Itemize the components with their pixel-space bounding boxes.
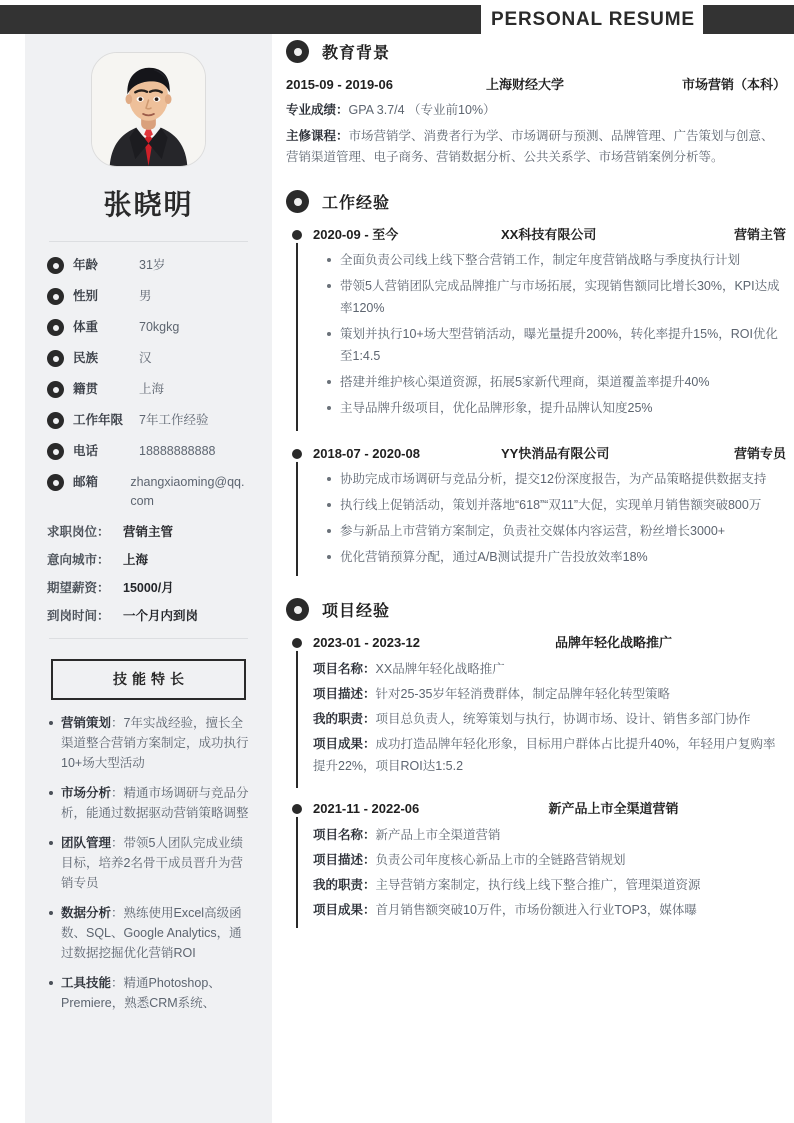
list-item	[327, 249, 786, 271]
timeline-line	[296, 810, 298, 928]
skill-text	[61, 903, 250, 963]
info-value: 男	[139, 289, 152, 303]
page-title: PERSONAL RESUME	[491, 9, 695, 30]
list-item	[327, 546, 786, 568]
project-entry	[286, 632, 786, 784]
project-duty-label: 我的职责：	[313, 878, 376, 892]
intent-label: 求职岗位：	[47, 525, 110, 539]
info-value: 上海	[139, 382, 165, 396]
info-value: 汉	[139, 351, 152, 365]
project-duty-line	[313, 874, 786, 896]
project-desc-label: 项目描述：	[313, 687, 376, 701]
phone-icon	[47, 443, 64, 460]
work-title: 营销主管	[733, 227, 786, 242]
section-education	[286, 40, 786, 168]
project-entry-header	[313, 798, 786, 817]
intent-value: 营销主管	[123, 525, 174, 539]
section-header	[286, 40, 786, 63]
work-duty-list	[313, 249, 786, 419]
education-row	[286, 74, 786, 93]
project-name-line	[313, 658, 786, 680]
project-result-line	[313, 899, 786, 921]
work-duty-list	[313, 468, 786, 568]
project-duty-value: 主导营销方案制定，执行线上线下整合推广，管理渠道资源	[375, 878, 701, 892]
project-duty-line	[313, 708, 786, 730]
courses-value: 市场营销学、消费者行为学、市场调研与预测、品牌管理、广告策划与创意、营销渠道管理、电子商务、营销数据分析、公共关系学、市场营销案例分析等。	[286, 129, 774, 164]
section-header	[286, 190, 786, 213]
info-row-phone	[47, 442, 250, 462]
bullet-dot-icon	[327, 332, 331, 336]
candidate-name: 张晓明	[103, 189, 194, 220]
bullet-dot-icon	[49, 841, 53, 845]
info-label: 邮箱	[73, 475, 99, 489]
duty-text: 主导品牌升级项目，优化品牌形象，提升品牌认知度25%	[340, 401, 653, 415]
project-desc-value: 针对25-35岁年轻消费群体，制定品牌年轻化转型策略	[375, 687, 670, 701]
section-title: 教育背景	[322, 45, 391, 62]
skill-desc: ：熟练使用Excel高级函数、SQL、Google Analytics，通过数据挖掘优化营销ROI	[61, 906, 242, 960]
info-label: 工作年限	[73, 413, 124, 427]
project-duty-label: 我的职责：	[313, 712, 376, 726]
work-timeline	[286, 224, 786, 576]
project-entry-header	[313, 632, 786, 651]
intent-row-city	[47, 551, 250, 570]
section-donut-icon	[286, 598, 309, 621]
project-entry	[286, 798, 786, 928]
skill-name: 营销策划	[61, 716, 112, 730]
skill-name: 数据分析	[61, 906, 112, 920]
bullet-dot-icon	[327, 284, 331, 288]
duty-text: 带领5人营销团队完成品牌推广与市场拓展，实现销售额同比增长30%，KPI达成率120%	[340, 279, 780, 315]
project-desc-value: 负责公司年度核心新品上市的全链路营销规划	[375, 853, 626, 867]
bullet-dot-icon	[49, 981, 53, 985]
info-value: 18888888888	[139, 444, 216, 458]
work-company: YY快消品有限公司	[501, 446, 610, 461]
project-date: 2021-11 - 2022-06	[313, 801, 420, 816]
project-result-label: 项目成果：	[313, 903, 376, 917]
education-school: 上海财经大学	[486, 77, 565, 92]
project-name-value: XX品牌年轻化战略推广	[375, 662, 505, 676]
header-bar-right	[703, 5, 794, 34]
bullet-donut-icon	[47, 381, 64, 398]
project-date: 2023-01 - 2023-12	[313, 635, 420, 650]
list-item	[49, 833, 250, 893]
bullet-dot-icon	[327, 555, 331, 559]
project-timeline	[286, 632, 786, 928]
project-name-label: 项目名称：	[313, 828, 376, 842]
portrait-illustration	[92, 53, 205, 166]
timeline-dot-icon	[290, 636, 304, 650]
skill-desc: ：7年实战经验，擅长全渠道整合营销方案制定，成功执行10+场大型活动	[61, 716, 249, 770]
info-row-experience	[47, 411, 250, 431]
bullet-donut-icon	[47, 319, 64, 336]
page-header	[0, 5, 794, 34]
section-work	[286, 190, 786, 576]
main-content	[286, 40, 786, 930]
duty-text: 协助完成市场调研与竞品分析，提交12份深度报告，为产品策略提供数据支持	[340, 472, 767, 486]
list-item	[49, 903, 250, 963]
bullet-dot-icon	[327, 503, 331, 507]
skills-section-box	[51, 659, 246, 700]
work-title: 营销专员	[733, 446, 786, 461]
list-item	[327, 468, 786, 490]
info-row-email	[47, 473, 250, 511]
education-date: 2015-09 - 2019-06	[286, 77, 393, 92]
project-desc-line	[313, 849, 786, 871]
info-value: zhangxiaoming@qq.com	[130, 475, 245, 508]
timeline-dot-icon	[290, 802, 304, 816]
avatar-wrap	[47, 52, 250, 167]
intent-value: 上海	[123, 553, 149, 567]
skill-text	[61, 713, 250, 773]
work-entry-header	[313, 443, 786, 462]
sidebar	[25, 34, 272, 1123]
timeline-dot-icon	[290, 228, 304, 242]
skill-text	[61, 833, 250, 893]
timeline-line	[296, 455, 298, 576]
list-item	[327, 494, 786, 516]
duty-text: 搭建并维护核心渠道资源，拓展5家新代理商，渠道覆盖率提升40%	[340, 375, 710, 389]
project-name-label: 项目名称：	[313, 662, 376, 676]
bullet-dot-icon	[327, 529, 331, 533]
list-item	[327, 275, 786, 319]
gpa-value: GPA 3.7/4 （专业前10%）	[348, 103, 496, 117]
list-item	[327, 397, 786, 419]
duty-text: 参与新品上市营销方案制定，负责社交媒体内容运营，粉丝增长3000+	[340, 524, 726, 538]
intent-label: 期望薪资：	[47, 581, 110, 595]
section-title: 项目经验	[322, 603, 391, 620]
skill-name: 工具技能	[61, 976, 112, 990]
education-courses	[286, 126, 786, 168]
project-duty-value: 项目总负责人，统筹策划与执行，协调市场、设计、销售多部门协作	[375, 712, 751, 726]
bullet-dot-icon	[327, 477, 331, 481]
bullet-dot-icon	[49, 721, 53, 725]
skill-name: 市场分析	[61, 786, 112, 800]
list-item	[327, 520, 786, 542]
info-label: 性别	[73, 289, 99, 303]
skill-desc: ：精通市场调研与竞品分析，能通过数据驱动营销策略调整	[61, 786, 249, 820]
intent-row-availability	[47, 607, 250, 626]
duty-text: 全面负责公司线上线下整合营销工作，制定年度营销战略与季度执行计划	[340, 253, 741, 267]
work-date: 2020-09 - 至今	[313, 227, 399, 242]
skill-text	[61, 973, 250, 1013]
section-header	[286, 598, 786, 621]
duty-text: 优化营销预算分配，通过A/B测试提升广告投放效率18%	[340, 550, 648, 564]
info-label: 年龄	[73, 258, 99, 272]
project-title: 品牌年轻化战略推广	[554, 635, 672, 650]
info-row-age	[47, 256, 250, 276]
list-item	[49, 973, 250, 1013]
bullet-dot-icon	[327, 258, 331, 262]
project-result-value: 成功打造品牌年轻化形象，目标用户群体占比提升40%，年轻用户复购率提升22%，项目ROI达1:5.2	[313, 737, 776, 773]
info-value: 70kgkg	[139, 320, 180, 334]
list-item	[49, 783, 250, 823]
project-result-label: 项目成果：	[313, 737, 376, 751]
project-desc-label: 项目描述：	[313, 853, 376, 867]
mail-icon	[47, 474, 64, 491]
info-label: 体重	[73, 320, 99, 334]
work-company: XX科技有限公司	[501, 227, 597, 242]
bullet-dot-icon	[327, 380, 331, 384]
education-major: 市场营销（本科）	[681, 77, 786, 92]
bullet-donut-icon	[47, 350, 64, 367]
bullet-donut-icon	[47, 257, 64, 274]
education-gpa	[286, 100, 786, 121]
work-date: 2018-07 - 2020-08	[313, 446, 420, 461]
bullet-donut-icon	[47, 288, 64, 305]
bullet-donut-icon	[47, 412, 64, 429]
personal-info-list	[47, 256, 250, 511]
info-row-ethnicity	[47, 349, 250, 369]
skill-desc: ：带领5人团队完成业绩目标，培养2名骨干成员晋升为营销专员	[61, 836, 243, 890]
section-project	[286, 598, 786, 928]
bullet-dot-icon	[327, 406, 331, 410]
intent-row-salary	[47, 579, 250, 598]
project-result-line	[313, 733, 786, 777]
skills-list	[47, 713, 250, 1013]
skill-desc: ：精通Photoshop、Premiere，熟悉CRM系统、	[61, 976, 221, 1010]
intent-label: 意向城市：	[47, 553, 110, 567]
list-item	[49, 713, 250, 773]
divider	[49, 241, 248, 242]
skills-section-title: 技能特长	[113, 671, 189, 687]
header-title-wrap	[481, 5, 703, 34]
info-label: 电话	[73, 444, 99, 458]
intent-value: 15000/月	[123, 581, 174, 595]
section-donut-icon	[286, 40, 309, 63]
info-value: 7年工作经验	[139, 413, 209, 427]
bullet-dot-icon	[49, 791, 53, 795]
timeline-line	[296, 236, 298, 431]
bullet-dot-icon	[49, 911, 53, 915]
gpa-label: 专业成绩：	[286, 103, 349, 117]
divider	[49, 638, 248, 639]
section-title: 工作经验	[322, 195, 391, 212]
courses-label: 主修课程：	[286, 129, 349, 143]
info-row-weight	[47, 318, 250, 338]
project-title: 新产品上市全渠道营销	[548, 801, 679, 816]
skill-text	[61, 783, 250, 823]
work-entry	[286, 443, 786, 576]
project-result-value: 首月销售额突破10万件，市场份额进入行业TOP3，媒体曝	[375, 903, 697, 917]
project-name-line	[313, 824, 786, 846]
list-item	[327, 371, 786, 393]
list-item	[327, 323, 786, 367]
info-label: 民族	[73, 351, 99, 365]
duty-text: 执行线上促销活动，策划并落地“618”“双11”大促，实现单月销售额突破800万	[340, 498, 762, 512]
work-entry-header	[313, 224, 786, 243]
intent-value: 一个月内到岗	[123, 609, 199, 623]
section-donut-icon	[286, 190, 309, 213]
timeline-dot-icon	[290, 447, 304, 461]
info-row-hometown	[47, 380, 250, 400]
intent-row-position	[47, 523, 250, 542]
job-intent-list	[47, 523, 250, 626]
info-row-gender	[47, 287, 250, 307]
intent-label: 到岗时间：	[47, 609, 110, 623]
info-value: 31岁	[139, 258, 166, 272]
project-desc-line	[313, 683, 786, 705]
work-entry	[286, 224, 786, 427]
header-bar-left	[0, 5, 481, 34]
avatar	[91, 52, 206, 167]
duty-text: 策划并执行10+场大型营销活动，曝光量提升200%，转化率提升15%，ROI优化至1:4.5	[340, 327, 778, 363]
timeline-line	[296, 644, 298, 788]
skill-name: 团队管理	[61, 836, 112, 850]
project-name-value: 新产品上市全渠道营销	[375, 828, 501, 842]
info-label: 籍贯	[73, 382, 99, 396]
